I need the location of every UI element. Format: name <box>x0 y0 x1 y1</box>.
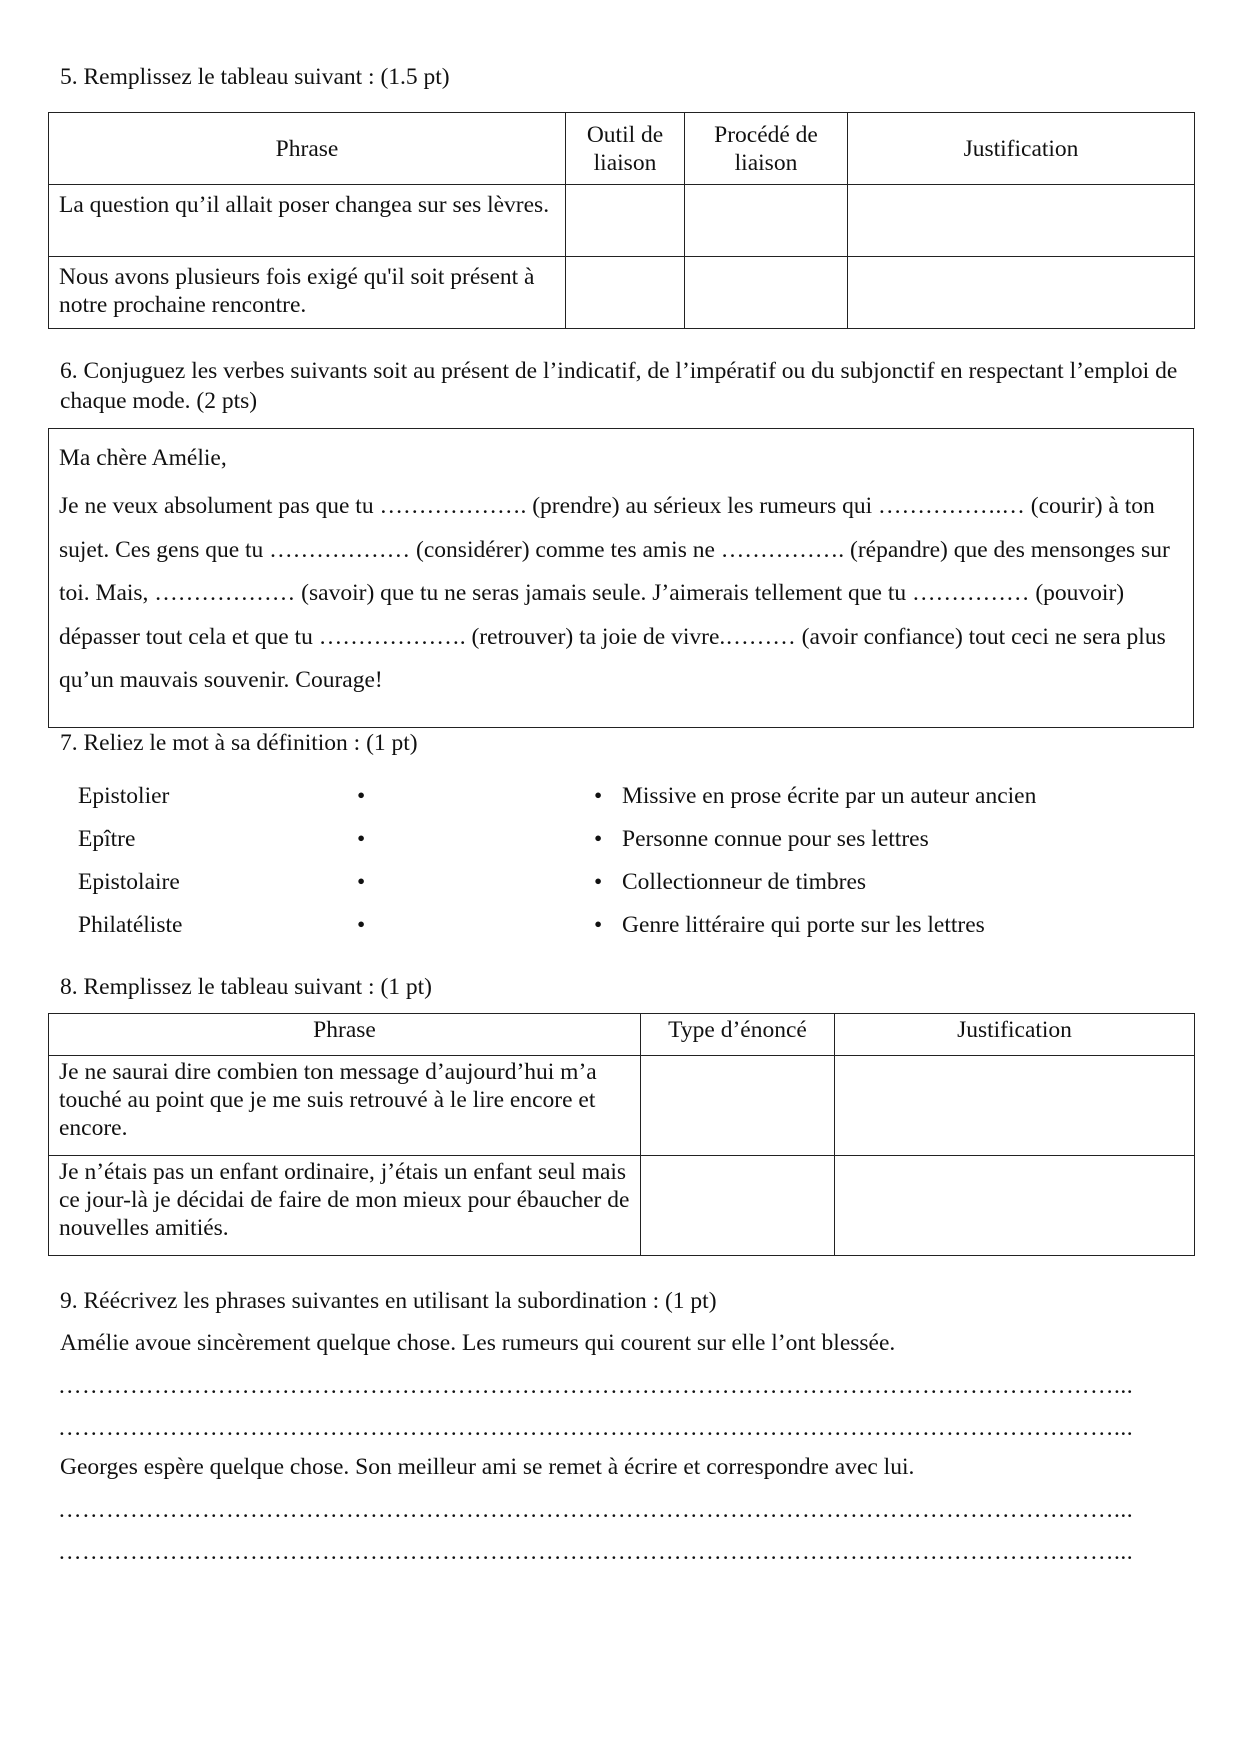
q8-row2-justification-cell[interactable] <box>835 1156 1195 1256</box>
q6-greeting: Ma chère Amélie, <box>59 445 227 471</box>
q5-row1-phrase: La question qu’il allait poser changea sur ses lèvres. <box>49 185 566 257</box>
q5-row2-outil-cell[interactable] <box>566 257 685 329</box>
q7-word-2: Epître <box>78 826 136 852</box>
q7-def-2-dot[interactable]: • <box>594 826 603 852</box>
q6-letter-box <box>48 428 1194 728</box>
q7-word-2-dot[interactable]: • <box>357 826 366 852</box>
q8-row1-type-cell[interactable] <box>641 1056 835 1156</box>
q7-match-row <box>48 776 1194 816</box>
q8-header-phrase: Phrase <box>49 1014 641 1056</box>
q8-row <box>49 1056 1195 1156</box>
q7-word-1-dot[interactable]: • <box>357 783 366 809</box>
q7-word-3: Epistolaire <box>78 869 180 895</box>
q5-row <box>49 185 1195 257</box>
q7-def-4-dot[interactable]: • <box>594 912 603 938</box>
q5-row2-procede-cell[interactable] <box>685 257 848 329</box>
q7-match-row <box>48 905 1194 945</box>
q7-word-1: Epistolier <box>78 783 170 809</box>
q8-row2-phrase: Je n’étais pas un enfant ordinaire, j’étais un enfant seul mais ce jour-là je décidai de faire de mon mieux pour ébaucher de nouvelles amitiés. <box>49 1156 641 1256</box>
q7-def-1: Missive en prose écrite par un auteur ancien <box>622 783 1037 809</box>
q9-answer-line-4[interactable]: ……………………………………………………………………………………………………………………... <box>58 1539 1134 1565</box>
q7-heading: 7. Reliez le mot à sa définition : (1 pt) <box>60 730 418 756</box>
q8-header-type: Type d’énoncé <box>641 1014 835 1056</box>
q5-row1-justification-cell[interactable] <box>848 185 1195 257</box>
q7-match-row <box>48 819 1194 859</box>
q9-answer-line-2[interactable]: ……………………………………………………………………………………………………………………... <box>58 1415 1134 1441</box>
q8-row <box>49 1156 1195 1256</box>
q7-def-1-dot[interactable]: • <box>594 783 603 809</box>
q7-word-4-dot[interactable]: • <box>357 912 366 938</box>
q6-letter-body: Je ne veux absolument pas que tu ………………. (prendre) au sérieux les rumeurs qui …………….… (courir) à ton sujet. Ces gens que tu ……………… (considérer) comme tes amis ne ……………. (répandre) que des mensonges sur toi. Mais, ……………… (savoir) que tu ne seras jamais seule. J’aimerais tellement que tu …………… (pouvoir) dépasser tout cela et que tu ………………. (retrouver) ta joie de vivre.……… (avoir confiance) tout ceci ne sera plus qu’un mauvais souvenir. Courage! <box>59 493 1170 693</box>
q6-heading: 6. Conjuguez les verbes suivants soit au présent de l’indicatif, de l’impératif ou du subjonctif en respectant l’emploi de chaque mode. (2 pts) <box>60 358 1178 414</box>
q9-heading: 9. Réécrivez les phrases suivantes en utilisant la subordination : (1 pt) <box>60 1288 717 1314</box>
q9-answer-line-3[interactable]: ……………………………………………………………………………………………………………………... <box>58 1497 1134 1523</box>
q5-row1-procede-cell[interactable] <box>685 185 848 257</box>
q5-row2-justification-cell[interactable] <box>848 257 1195 329</box>
q5-header-procede: Procédé de liaison <box>685 113 848 185</box>
q5-row1-outil-cell[interactable] <box>566 185 685 257</box>
q7-def-2: Personne connue pour ses lettres <box>622 826 929 852</box>
q8-heading: 8. Remplissez le tableau suivant : (1 pt) <box>60 974 432 1000</box>
q7-def-3-dot[interactable]: • <box>594 869 603 895</box>
q9-answer-line-1[interactable]: ……………………………………………………………………………………………………………………... <box>58 1373 1134 1399</box>
q7-word-3-dot[interactable]: • <box>357 869 366 895</box>
q8-row1-phrase: Je ne saurai dire combien ton message d’aujourd’hui m’a touché au point que je me suis retrouvé à le lire encore et encore. <box>49 1056 641 1156</box>
q8-header-justification: Justification <box>835 1014 1195 1056</box>
q5-table <box>48 112 1195 329</box>
q7-word-4: Philatéliste <box>78 912 183 938</box>
q9-sentence-1: Amélie avoue sincèrement quelque chose. Les rumeurs qui courent sur elle l’ont blessée. <box>60 1330 896 1356</box>
q7-def-4: Genre littéraire qui porte sur les lettres <box>622 912 985 938</box>
q7-match-row <box>48 862 1194 902</box>
q5-header-outil: Outil de liaison <box>566 113 685 185</box>
q9-sentence-2: Georges espère quelque chose. Son meilleur ami se remet à écrire et correspondre avec lui. <box>60 1454 915 1480</box>
q5-header-justification: Justification <box>848 113 1195 185</box>
q5-heading: 5. Remplissez le tableau suivant : (1.5 pt) <box>60 64 450 90</box>
q7-def-3: Collectionneur de timbres <box>622 869 867 895</box>
q5-row <box>49 257 1195 329</box>
q5-header-phrase: Phrase <box>49 113 566 185</box>
q8-row2-type-cell[interactable] <box>641 1156 835 1256</box>
q8-table <box>48 1013 1195 1256</box>
q5-row2-phrase: Nous avons plusieurs fois exigé qu'il soit présent à notre prochaine rencontre. <box>49 257 566 329</box>
q8-row1-justification-cell[interactable] <box>835 1056 1195 1156</box>
